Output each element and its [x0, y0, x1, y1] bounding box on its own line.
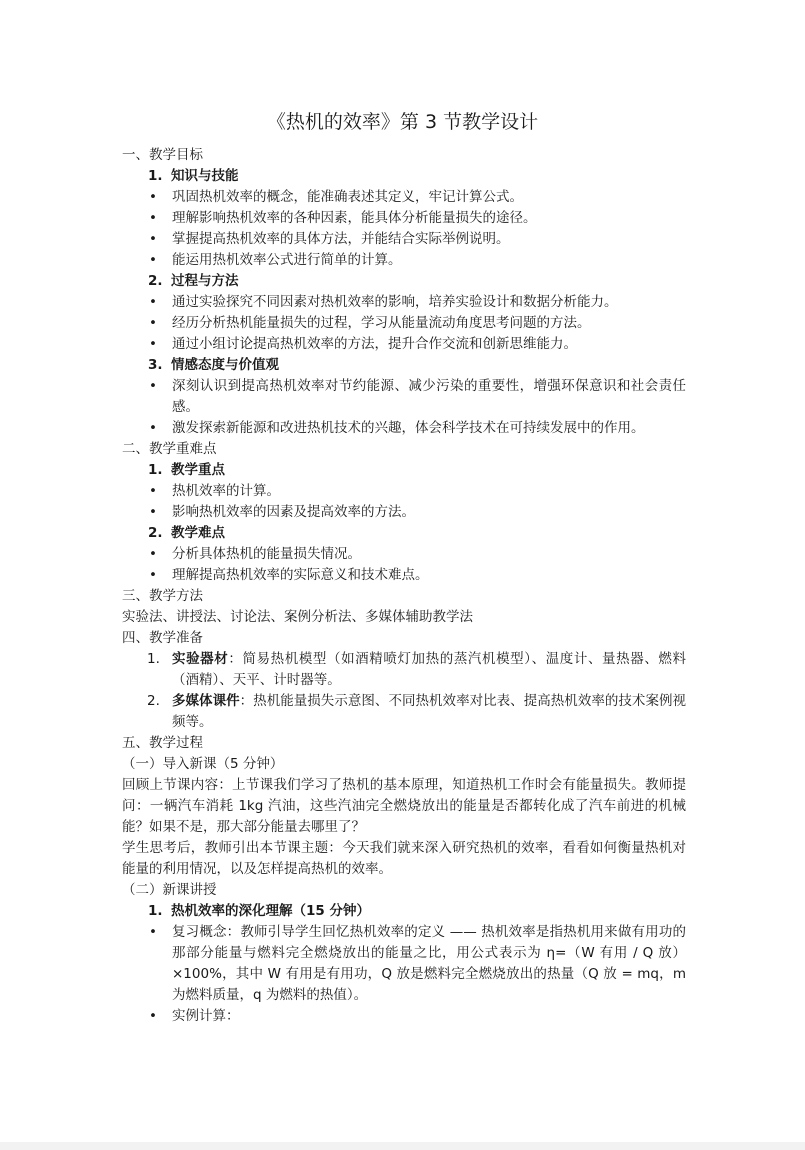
subsection-number: 1. [148, 168, 163, 184]
bullet-icon: • [149, 1008, 157, 1024]
list-item: • 经历分析热机能量损失的过程，学习从能量流动角度思考问题的方法。 [122, 313, 686, 334]
list-item: • 分析具体热机的能量损失情况。 [122, 544, 686, 565]
list-item: • 实例计算： [122, 1006, 686, 1027]
subsection-title: 情感态度与价值观 [171, 357, 279, 373]
subsection-title: 知识与技能 [171, 168, 239, 184]
bullet-icon: • [149, 336, 157, 352]
list-item: • 通过小组讨论提高热机效率的方法，提升合作交流和创新思维能力。 [122, 334, 686, 355]
bullet-icon: • [149, 252, 157, 268]
subsection-heading [122, 355, 686, 376]
subsection-number: 3. [148, 357, 163, 373]
bullet-icon: • [149, 231, 157, 247]
list-item: • 深刻认识到提高热机效率对节约能源、减少污染的重要性，增强环保意识和社会责任感。 [149, 378, 686, 415]
bullet-icon: • [149, 483, 157, 499]
subsection-title: 教学难点 [171, 525, 225, 541]
list-item: • 影响热机效率的因素及提高效率的方法。 [122, 502, 686, 523]
list-item: • 理解提高热机效率的实际意义和技术难点。 [122, 565, 686, 586]
subsection-heading [122, 523, 686, 544]
section-heading: 一、教学目标 [122, 147, 203, 163]
list-item: • 复习概念：教师引导学生回忆热机效率的定义 —— 热机效率是指热机用来做有用功的那部分能量与燃料完全燃烧放出的能量之比，用公式表示为 η=（W 有用 / Q 放）×100%，其中 W 有用是有用功，Q 放是燃料完全燃烧放出的热量（Q 放 = mq，m 为燃料质量，q 为燃料的热值）。 [149, 924, 686, 1003]
bullet-icon: • [149, 189, 157, 205]
bullet-icon: • [149, 315, 157, 331]
part-heading: （二）新课讲授 [122, 882, 217, 898]
bullet-icon: • [149, 504, 157, 520]
subsection-heading [122, 166, 686, 187]
subsection-heading [122, 901, 686, 922]
subsection-heading [122, 271, 686, 292]
item-label: 多媒体课件 [172, 693, 240, 709]
bullet-icon: • [149, 567, 157, 583]
list-item: 2. 多媒体课件：热机能量损失示意图、不同热机效率对比表、提高热机效率的技术案例视频等。 [147, 693, 687, 730]
list-item: • 激发探索新能源和改进热机技术的兴趣，体会科学技术在可持续发展中的作用。 [122, 418, 686, 439]
list-item: • 通过实验探究不同因素对热机效率的影响，培养实验设计和数据分析能力。 [122, 292, 686, 313]
list-number: 2. [147, 693, 160, 709]
list-item: 1. 实验器材：简易热机模型（如酒精喷灯加热的蒸汽机模型）、温度计、量热器、燃料（酒精）、天平、计时器等。 [147, 651, 687, 688]
list-item: • 能运用热机效率公式进行简单的计算。 [122, 250, 686, 271]
paragraph: 实验法、讲授法、讨论法、案例分析法、多媒体辅助教学法 [122, 609, 473, 625]
document-body [122, 145, 686, 1027]
bullet-icon: • [149, 924, 157, 940]
bullet-icon: • [149, 546, 157, 562]
subsection-title: 教学重点 [171, 462, 225, 478]
list-item: • 热机效率的计算。 [122, 481, 686, 502]
subsection-number: 1. [148, 903, 163, 919]
bullet-icon: • [149, 294, 157, 310]
paragraph: 学生思考后，教师引出本节课主题：今天我们就来深入研究热机的效率，看看如何衡量热机对能量的利用情况，以及怎样提高热机的效率。 [122, 840, 686, 877]
bullet-icon: • [149, 378, 157, 394]
section-heading: 四、教学准备 [122, 630, 203, 646]
list-item: • 掌握提高热机效率的具体方法，并能结合实际举例说明。 [122, 229, 686, 250]
section-heading: 五、教学过程 [122, 735, 203, 751]
section-heading: 三、教学方法 [122, 588, 203, 604]
subsection-heading [122, 460, 686, 481]
bullet-icon: • [149, 210, 157, 226]
list-item: • 理解影响热机效率的各种因素，能具体分析能量损失的途径。 [122, 208, 686, 229]
bullet-icon: • [149, 420, 157, 436]
subsection-number: 1. [148, 462, 163, 478]
section-heading: 二、教学重难点 [122, 441, 217, 457]
subsection-number: 2. [148, 525, 163, 541]
list-number: 1. [147, 651, 160, 667]
item-label: 实验器材 [172, 651, 229, 667]
subsection-number: 2. [148, 273, 163, 289]
subsection-title: 过程与方法 [171, 273, 239, 289]
list-item: • 巩固热机效率的概念，能准确表述其定义，牢记计算公式。 [122, 187, 686, 208]
paragraph: 回顾上节课内容：上节课我们学习了热机的基本原理，知道热机工作时会有能量损失。教师提问：一辆汽车消耗 1kg 汽油，这些汽油完全燃烧放出的能量是否都转化成了汽车前进的机械能？如果不是，那大部分能量去哪里了？ [122, 777, 686, 835]
part-heading: （一）导入新课（5 分钟） [122, 756, 284, 772]
document-title: 《热机的效率》第 3 节教学设计 [266, 111, 539, 133]
subsection-title: 热机效率的深化理解（15 分钟） [171, 903, 370, 919]
